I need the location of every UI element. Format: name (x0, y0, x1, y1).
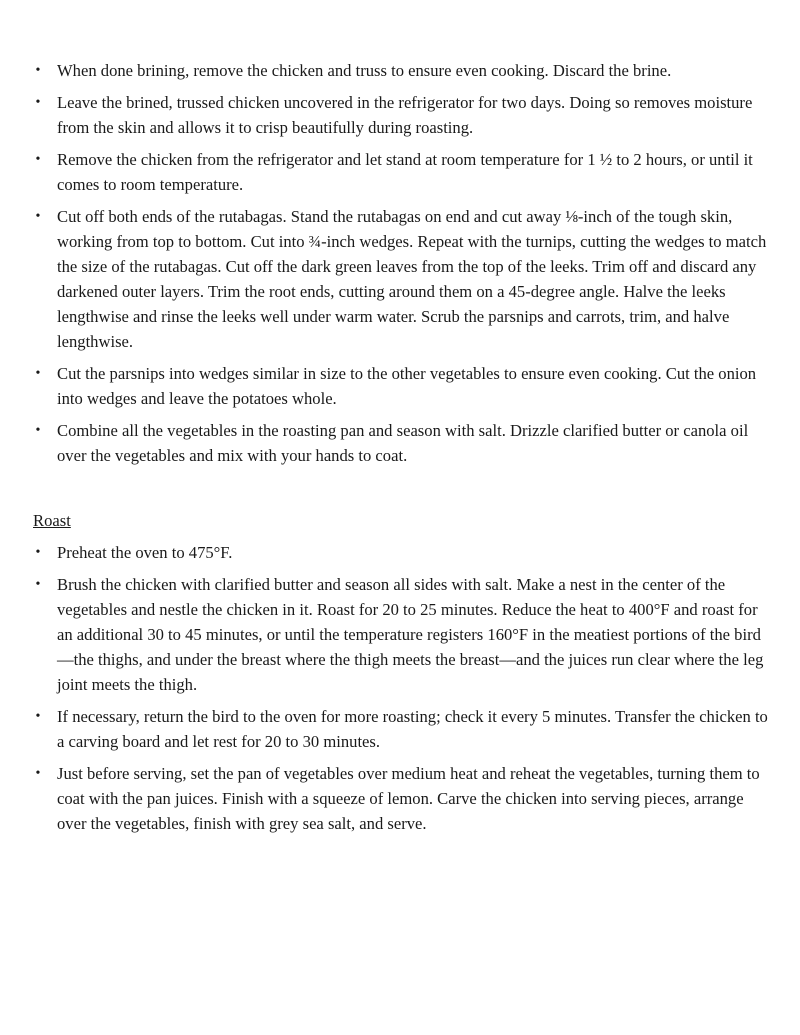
step-text: Combine all the vegetables in the roasting pan and season with salt. Drizzle clarified butter or canola oil over the vegetables and mix with your hands to coat. (57, 421, 749, 465)
list-item (33, 147, 775, 197)
step-text: Just before serving, set the pan of vegetables over medium heat and reheat the vegetables, turning them to coat with the pan juices. Finish with a squeeze of lemon. Carve the chicken into serving pieces, arrange over the vegetables, finish with grey sea salt, and serve. (57, 764, 760, 833)
step-text: Cut off both ends of the rutabagas. Stand the rutabagas on end and cut away ⅛-inch of the tough skin, working from top to bottom. Cut into ¾-inch wedges. Repeat with the turnips, cutting the wedges to match the size of the rutabagas. Cut off the dark green leaves from the top of the leeks. Trim off and discard any darkened outer layers. Trim the root ends, cutting around them on a 45-degree angle. Halve the leeks lengthwise and rinse the leeks well under warm water. Scrub the parsnips and carrots, trim, and halve lengthwise. (57, 207, 767, 351)
step-text: Remove the chicken from the refrigerator and let stand at room temperature for 1 ½ to 2 hours, or until it comes to room temperature. (57, 150, 753, 194)
list-item (33, 540, 775, 565)
section-spacer (33, 475, 775, 508)
list-item (33, 58, 775, 83)
bullet-icon: • (35, 63, 41, 78)
bullet-icon: • (35, 423, 41, 438)
roast-steps-list (33, 540, 775, 836)
list-item (33, 761, 775, 836)
roast-heading: Roast (33, 511, 71, 530)
list-item (33, 204, 775, 354)
bullet-icon: • (35, 209, 41, 224)
step-text: Preheat the oven to 475°F. (57, 543, 233, 562)
bullet-icon: • (35, 152, 41, 167)
step-text: Cut the parsnips into wedges similar in size to the other vegetables to ensure even cooking. Cut the onion into wedges and leave the potatoes whole. (57, 364, 757, 408)
list-item (33, 418, 775, 468)
bullet-icon: • (35, 709, 41, 724)
bullet-icon: • (35, 577, 41, 592)
list-item (33, 361, 775, 411)
bullet-icon: • (35, 366, 41, 381)
list-item (33, 90, 775, 140)
step-text: Leave the brined, trussed chicken uncovered in the refrigerator for two days. Doing so removes moisture from the skin and allows it to crisp beautifully during roasting. (57, 93, 753, 137)
bullet-icon: • (35, 95, 41, 110)
step-text: When done brining, remove the chicken and truss to ensure even cooking. Discard the brine. (57, 61, 672, 80)
bullet-icon: • (35, 766, 41, 781)
list-item (33, 704, 775, 754)
step-text: If necessary, return the bird to the oven for more roasting; check it every 5 minutes. Transfer the chicken to a carving board and let rest for 20 to 30 minutes. (57, 707, 768, 751)
prep-steps-list (33, 58, 775, 468)
step-text: Brush the chicken with clarified butter and season all sides with salt. Make a nest in the center of the vegetables and nestle the chicken in it. Roast for 20 to 25 minutes. Reduce the heat to 400°F and roast for an additional 30 to 45 minutes, or until the temperature registers 160°F in the meatiest portions of the bird—the thighs, and under the breast where the thigh meets the breast—and the juices run clear where the leg joint meets the thigh. (57, 575, 764, 694)
bullet-icon: • (35, 545, 41, 560)
list-item (33, 572, 775, 697)
recipe-page (33, 58, 775, 843)
